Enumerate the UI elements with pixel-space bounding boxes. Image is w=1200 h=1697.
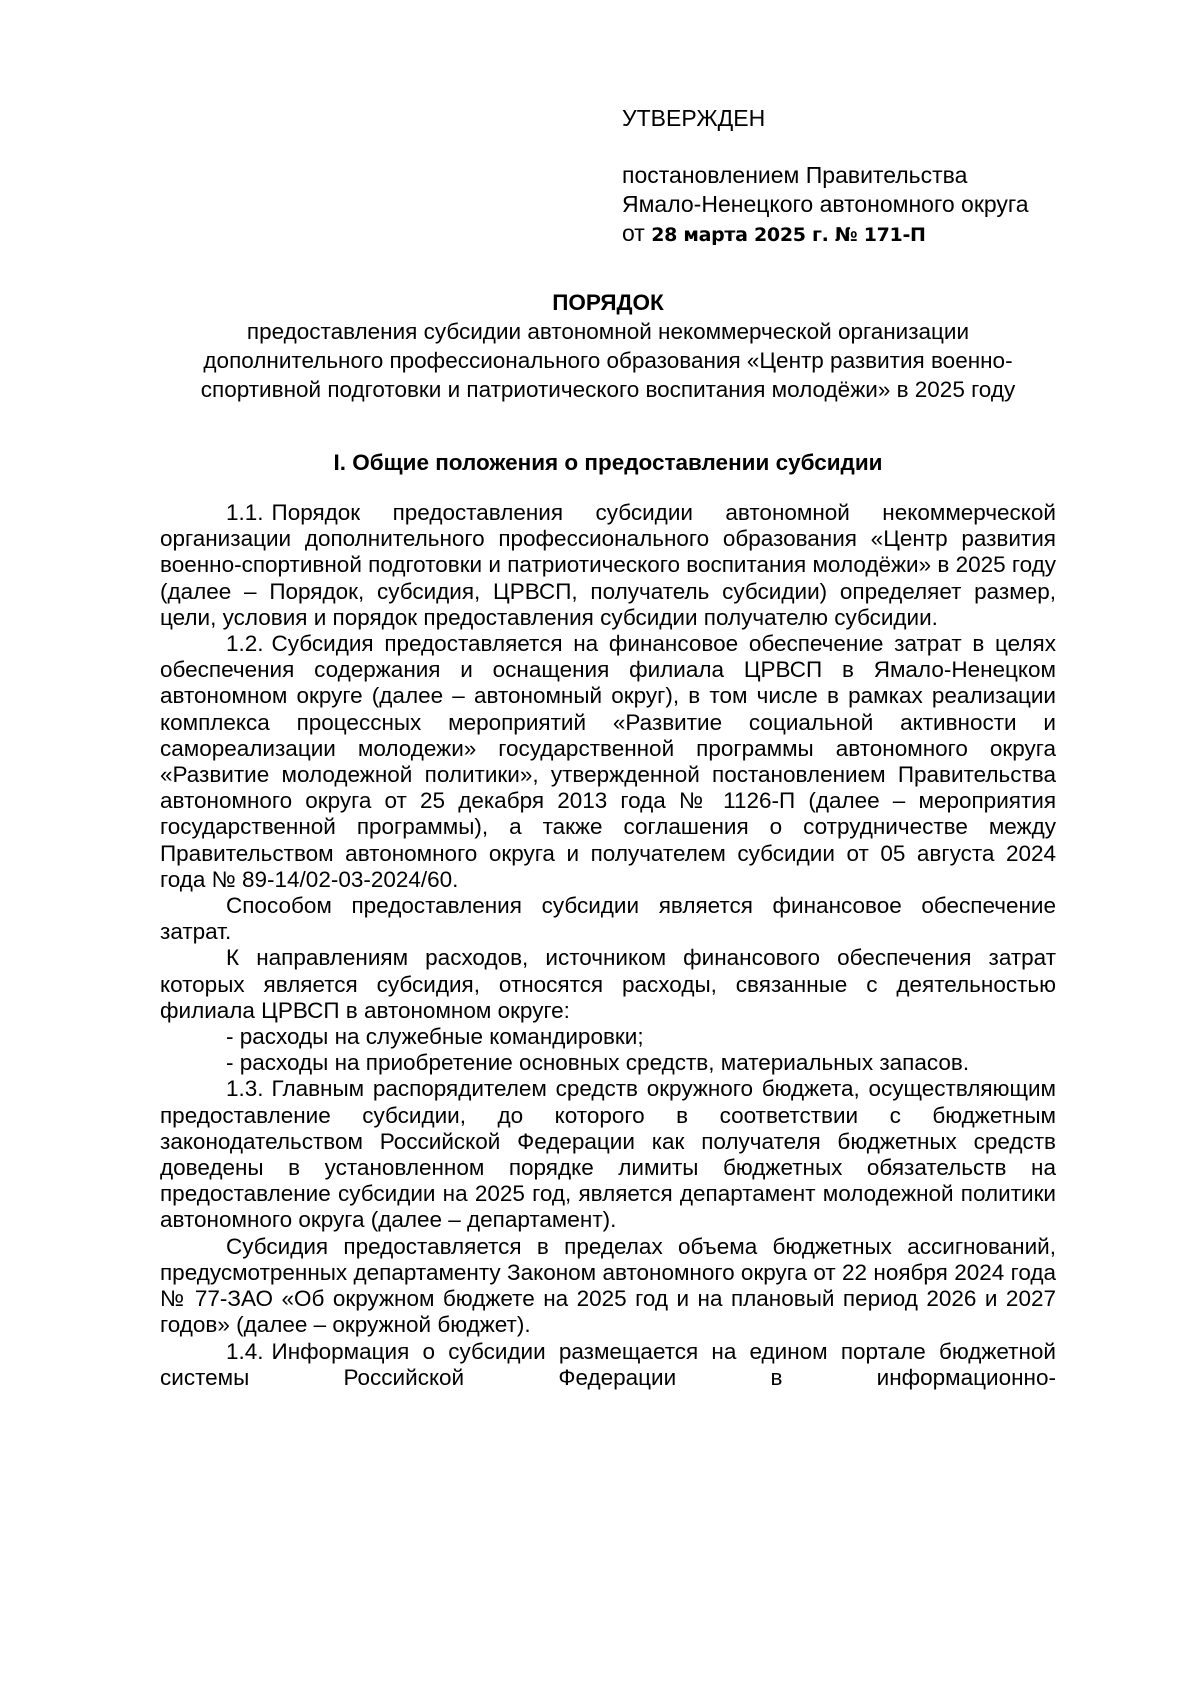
list-item xyxy=(160,1050,1056,1076)
paragraph-text: Способом предоставления субсидии является финансовое обеспечение затрат. xyxy=(160,893,1056,945)
paragraph-number: 1.1. xyxy=(226,500,264,525)
paragraph xyxy=(160,1339,1056,1391)
section-heading: I. Общие положения о предоставлении субсидии xyxy=(333,450,883,475)
document-title xyxy=(160,288,1056,404)
list-item-text: - расходы на служебные командировки; xyxy=(226,1024,644,1050)
title-line-1: предоставления субсидии автономной некоммерческой организации xyxy=(246,319,970,344)
paragraph-number: 1.3. xyxy=(226,1076,264,1102)
paragraph-number: 1.4. xyxy=(226,1338,264,1364)
paragraph-text: Субсидия предоставляется на финансовое обеспечение затрат в целях обеспечения содержания и оснащения филиала ЦРВСП в Ямало-Ненецком автономном округе (далее – автономный округ), в том числе в рамках реализации комплекса процессных мероприятий «Развитие социальной активности и самореализации молодежи» государственной программы автономного округа «Развитие молодежной политики», утвержденной постановлением Правительства автономного округа от 25 декабря 2013 года № 1126-П (далее – мероприятия государственной программы), а также соглашения о сотрудничестве между Правительством автономного округа и получателем субсидии от 05 августа 2024 года № 89-14/02-03-2024/60. xyxy=(160,631,1056,892)
approval-line-1: постановлением Правительства xyxy=(622,162,968,188)
paragraph-text: Информация о субсидии размещается на едином портале бюджетной системы Российской Федерации в информационно- xyxy=(160,1338,1056,1390)
paragraph-number: 1.2. xyxy=(226,631,264,657)
approval-date-line xyxy=(622,219,1082,250)
paragraph-text: Порядок предоставления субсидии автономной некоммерческой организации дополнительного профессионального образования «Центр развития военно-спортивной подготовки и патриотического воспитания молодёжи» в 2025 году (далее – Порядок, субсидия, ЦРВСП, получатель субсидии) определяет размер, цели, условия и порядок предоставления субсидии получателю субсидии. xyxy=(160,500,1057,630)
paragraph xyxy=(160,945,1056,1024)
title-word: ПОРЯДОК xyxy=(552,290,664,315)
paragraph xyxy=(160,1076,1056,1233)
paragraph xyxy=(160,631,1056,893)
title-line-3: спортивной подготовки и патриотического воспитания молодёжи» в 2025 году xyxy=(200,377,1016,402)
approval-stamp xyxy=(622,104,1082,250)
approved-label: УТВЕРЖДЕН xyxy=(622,105,766,131)
approval-line-2: Ямало-Ненецкого автономного округа xyxy=(622,191,1029,217)
list-item xyxy=(160,1024,1056,1050)
paragraph xyxy=(160,893,1056,945)
paragraph-text: Главным распорядителем средств окружного бюджета, осуществляющим предоставление субсидии, до которого в соответствии с бюджетным законодательством Российской Федерации как получателя бюджетных средств доведены в установленном порядке лимиты бюджетных обязательств на предоставление субсидии на 2025 год, является департамент молодежной политики автономного округа (далее – департамент). xyxy=(160,1076,1056,1233)
list-item-text: - расходы на приобретение основных средств, материальных запасов. xyxy=(226,1050,970,1076)
document-body xyxy=(160,500,1056,1391)
title-line-2: дополнительного профессионального образования «Центр развития военно- xyxy=(203,348,1013,373)
paragraph-text: К направлениям расходов, источником финансового обеспечения затрат которых является субсидия, относятся расходы, связанные с деятельностью филиала ЦРВСП в автономном округе: xyxy=(160,945,1056,1023)
approval-from: от xyxy=(622,220,645,246)
approval-date-number: 28 марта 2025 г. № 171-П xyxy=(651,224,926,246)
paragraph xyxy=(160,500,1056,631)
paragraph-text: Субсидия предоставляется в пределах объема бюджетных ассигнований, предусмотренных департаменту Законом автономного округа от 22 ноября 2024 года № 77-ЗАО «Об окружном бюджете на 2025 год и на плановый период 2026 и 2027 годов» (далее – окружной бюджет). xyxy=(160,1233,1056,1338)
paragraph xyxy=(160,1234,1056,1339)
